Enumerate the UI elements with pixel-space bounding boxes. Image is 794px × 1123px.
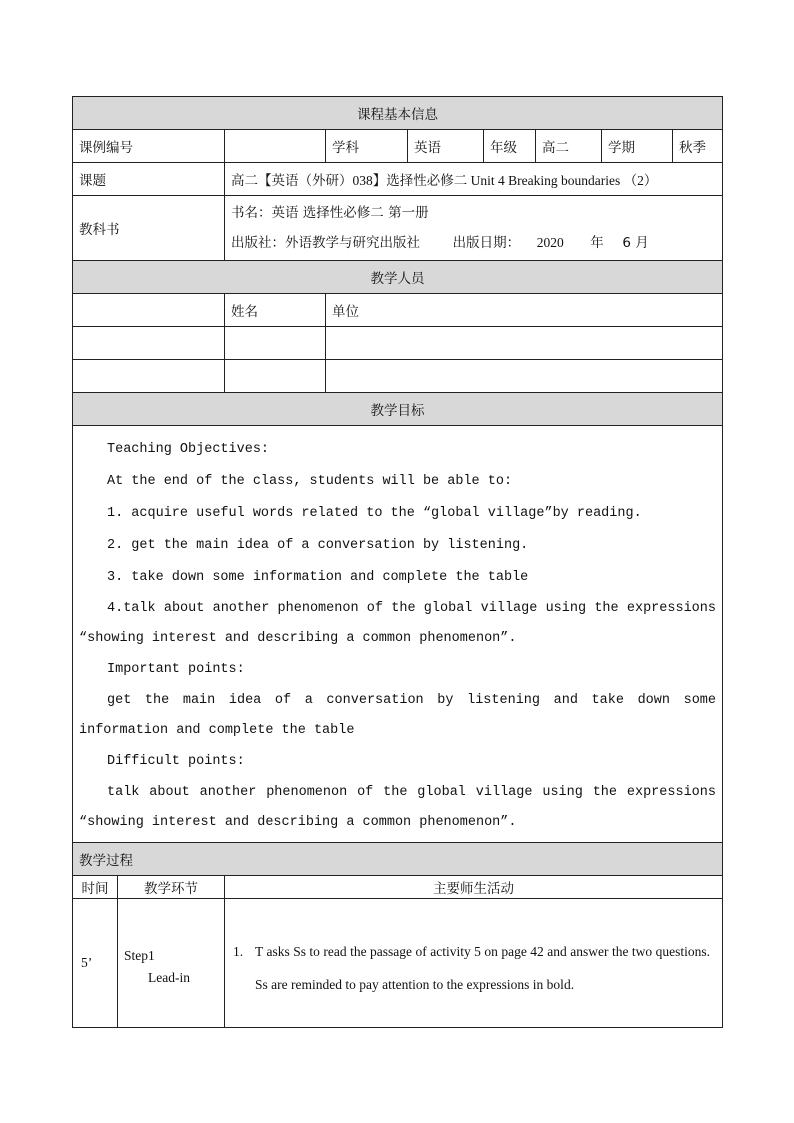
staff-row-2-role <box>73 360 225 393</box>
textbook-year: 2020 <box>536 235 564 250</box>
staff-row-2-unit <box>326 360 723 393</box>
difficult-points-label: Difficult points: <box>107 754 245 769</box>
step-1-stage-step: Step1 <box>124 948 155 963</box>
case-no-value <box>225 130 326 163</box>
staff-header: 教学人员 <box>73 261 723 294</box>
subject-label: 学科 <box>326 130 408 163</box>
textbook-label: 教科书 <box>73 196 225 261</box>
term-cell <box>602 130 723 163</box>
textbook-month: 6 月 <box>622 235 649 251</box>
difficult-points-text: talk about another phenomenon of the global village using the expressions “showing interest and describing a common phenomenon”. <box>79 785 716 830</box>
step-1-stage <box>118 899 225 1028</box>
step-1-activity-text: T asks Ss to read the passage of activity 5 on page 42 and answer the two questions. Ss are reminded to pay attention to the expressions in bold. <box>255 944 710 992</box>
objective-item-2: 2. get the main idea of a conversation by listening. <box>107 538 529 553</box>
process-col-stage: 教学环节 <box>118 876 225 899</box>
objectives-intro: At the end of the class, students will be able to: <box>107 474 513 489</box>
grade-label: 年级 <box>484 130 536 163</box>
term-label: 学期 <box>602 130 673 162</box>
topic-value: 高二【英语（外研）038】选择性必修二 Unit 4 Breaking boundaries （2） <box>225 163 723 196</box>
textbook-title: 书名：英语 选择性必修二 第一册 <box>231 205 429 221</box>
step-1-activity-number: 1. <box>233 944 244 959</box>
textbook-publisher-line <box>231 228 716 258</box>
important-points-label: Important points: <box>107 662 245 677</box>
process-step-row <box>73 899 723 1028</box>
staff-row-2-name <box>225 360 326 393</box>
important-points-text: get the main idea of a conversation by listening and take down some information and complete the table <box>79 693 716 738</box>
staff-name-label: 姓名 <box>225 294 326 327</box>
textbook-publisher: 出版社：外语教学与研究出版社 <box>231 235 420 251</box>
process-header: 教学过程 <box>73 843 723 876</box>
staff-row-1-name <box>225 327 326 360</box>
staff-row-1-role <box>73 327 225 360</box>
staff-unit-label: 单位 <box>326 294 723 327</box>
staff-row-1-unit <box>326 327 723 360</box>
topic-label: 课题 <box>73 163 225 196</box>
lesson-plan-table <box>72 96 723 1028</box>
textbook-date-label: 出版日期： <box>452 235 521 251</box>
objective-item-3: 3. take down some information and complete the table <box>107 570 529 585</box>
objectives-header: 教学目标 <box>73 393 723 426</box>
subject-value: 英语 <box>408 130 484 163</box>
step-1-stage-name: Lead-in <box>148 970 190 985</box>
process-col-activity: 主要师生活动 <box>225 876 723 899</box>
objectives-body <box>73 426 723 843</box>
lesson-plan-sheet <box>72 96 722 1028</box>
case-no-label: 课例编号 <box>73 130 225 163</box>
step-1-time: 5’ <box>73 899 118 1028</box>
grade-value: 高二 <box>536 130 602 163</box>
objective-item-1: 1. acquire useful words related to the “global village”by reading. <box>107 506 642 521</box>
process-col-time: 时间 <box>73 876 118 899</box>
textbook-info <box>225 196 723 261</box>
objective-item-4: 4.talk about another phenomenon of the global village using the expressions “showing interest and describing a common phenomenon”. <box>79 601 716 646</box>
basic-info-header: 课程基本信息 <box>73 97 723 130</box>
staff-role-header <box>73 294 225 327</box>
objectives-title: Teaching Objectives: <box>107 442 270 457</box>
textbook-year-unit: 年 <box>590 235 604 251</box>
step-1-activity <box>225 899 723 1028</box>
term-value: 秋季 <box>679 140 706 156</box>
